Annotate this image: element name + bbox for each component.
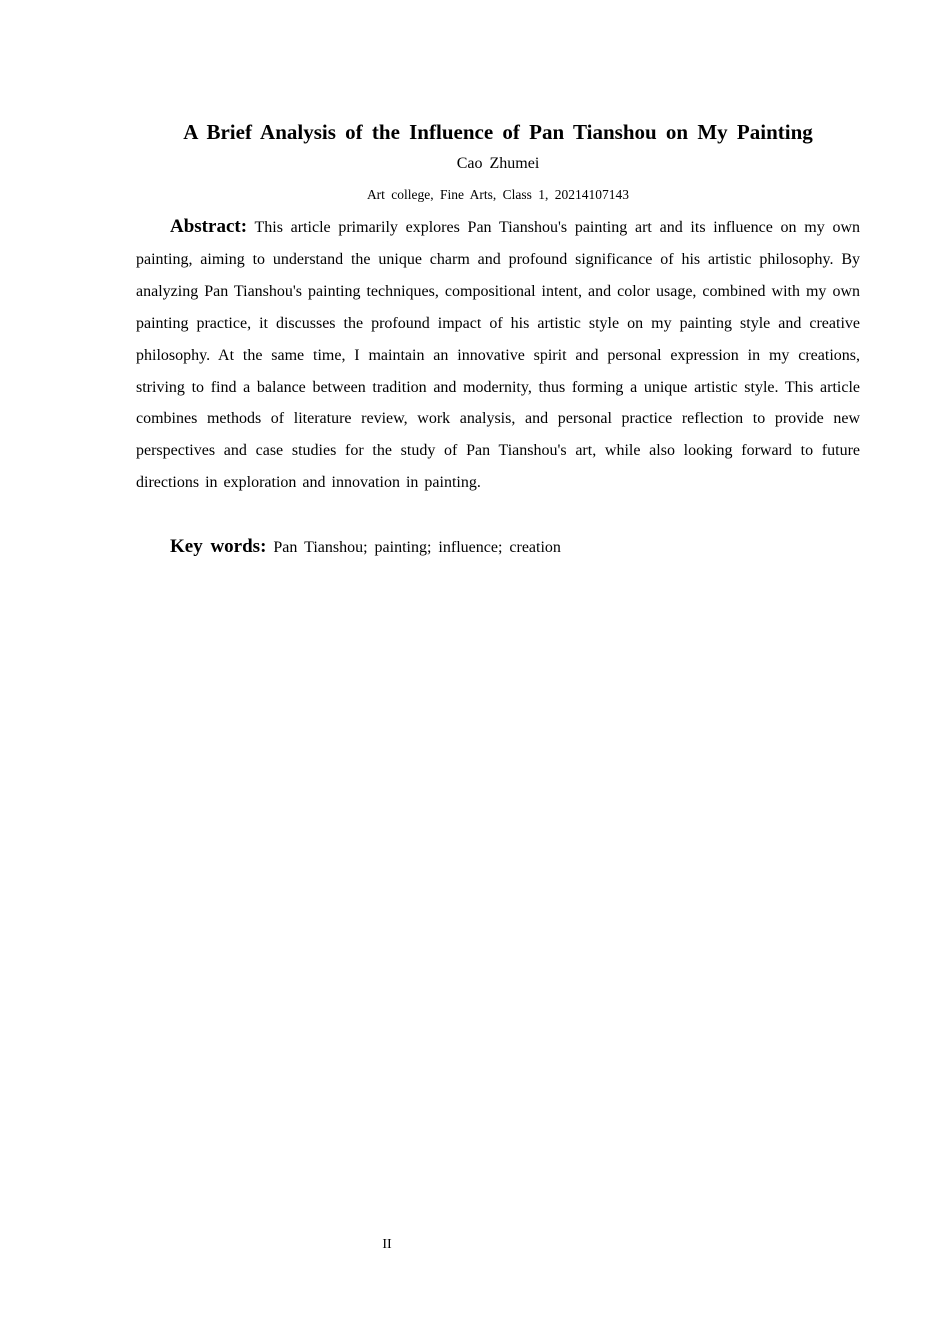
paper-title: A Brief Analysis of the Influence of Pan Tianshou on My Painting bbox=[183, 120, 813, 144]
abstract-label: Abstract: bbox=[170, 216, 248, 237]
author-affiliation: Art college, Fine Arts, Class 1, 20214107143 bbox=[366, 187, 630, 202]
author-name: Cao Zhumei bbox=[456, 155, 540, 172]
abstract-text: This article primarily explores Pan Tianshou's painting art and its influence on my own painting, aiming to understand the unique charm and profound significance of his artistic philosophy. By analyzing Pan Tianshou's painting techniques, compositional intent, and color usage, combined with my own painting practice, it discusses the profound impact of his artistic style on my painting style and creative philosophy. At the same time, I maintain an innovative spirit and personal expression in my creations, striving to find a balance between tradition and modernity, thus forming a unique artistic style. This article combines methods of literature review, work analysis, and personal practice reflection to provide new perspectives and case studies for the study of Pan Tianshou's art, while also looking forward to future directions in exploration and innovation in painting. bbox=[136, 219, 860, 492]
page-number: II bbox=[382, 1237, 392, 1252]
abstract-paragraph bbox=[136, 211, 860, 499]
keywords-text: Pan Tianshou; painting; influence; creation bbox=[266, 539, 561, 556]
keywords-paragraph bbox=[136, 532, 860, 563]
keywords-label: Key words: bbox=[170, 536, 267, 557]
